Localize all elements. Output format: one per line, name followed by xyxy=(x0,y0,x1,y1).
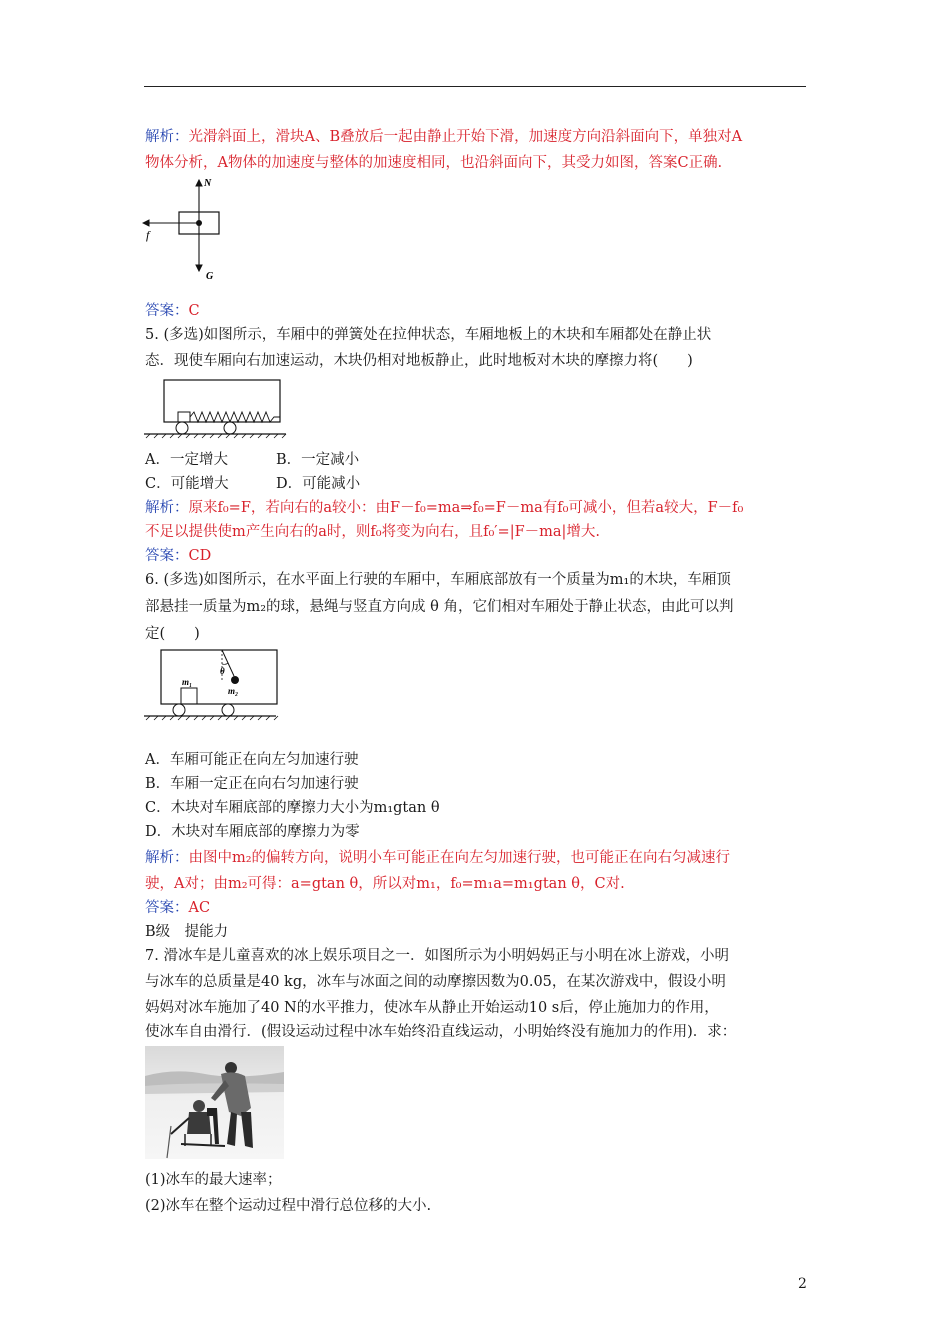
q5-stem-line2: 态．现使车厢向右加速运动，木块仍相对地板静止，此时地板对木块的摩擦力将( ) xyxy=(145,353,693,369)
q6-figure xyxy=(144,648,294,723)
q5-options-row2: C．可能增大 D．可能减小 xyxy=(145,476,361,492)
q6-label-m2: m₂ xyxy=(228,686,239,696)
q6-block xyxy=(181,688,197,704)
q5-options-row1: A．一定增大 B．一定减小 xyxy=(145,452,360,468)
q7-sub1: (1)冰车的最大速率； xyxy=(145,1172,282,1188)
q5-carriage xyxy=(164,380,280,422)
q5-figure xyxy=(144,378,294,438)
q7-stem-line1: 7. 滑冰车是儿童喜欢的冰上娱乐项目之一．如图所示为小明妈妈正与小明在冰上游戏，小明 xyxy=(145,948,729,964)
q6-carriage xyxy=(161,650,277,704)
q7-stem-line2: 与冰车的总质量是40 kg，冰车与冰面之间的动摩擦因数为0.05，在某次游戏中，假设小明 xyxy=(145,974,726,990)
q4-analysis-line2: 物体分析，A物体的加速度与整体的加速度相同，也沿斜面向下，其受力如图，答案C正确. xyxy=(145,155,723,171)
q6-option-d: D．木块对车厢底部的摩擦力为零 xyxy=(145,824,360,840)
q6-analysis-line2: 驶，A对；由m₂可得：a=gtan θ，所以对m₁，f₀=m₁a=m₁gtan θ，C对. xyxy=(145,876,625,892)
q6-wheel-right xyxy=(222,704,234,716)
q5-analysis-line1: 解析：原来f₀=F，若向右的a较小：由F－f₀=ma⇒f₀=F－ma有f₀可减小，但若a较大，F－f₀ xyxy=(145,500,744,516)
q4-label-f: f xyxy=(146,228,150,242)
q7-ice-sled-photo xyxy=(145,1046,284,1159)
q6-stem-line1: 6. (多选)如图所示，在水平面上行驶的车厢中，车厢底部放有一个质量为m₁的木块，车厢顶 xyxy=(145,572,731,588)
q4-label-g: G xyxy=(206,271,214,282)
q4-answer: 答案：C xyxy=(145,303,200,319)
section-title: B级 提能力 xyxy=(145,924,229,940)
q5-wheel-left xyxy=(176,422,188,434)
q5-spring xyxy=(190,412,280,422)
page-number: 2 xyxy=(798,1276,807,1292)
q5-analysis-line2: 不足以提供使m产生向右的a时，则f₀将变为向右，且f₀′=|F－ma|增大. xyxy=(145,524,601,540)
q4-analysis-line1: 解析：光滑斜面上，滑块A、B叠放后一起由静止开始下滑，加速度方向沿斜面向下，单独对A xyxy=(145,129,743,145)
q5-stem-line1: 5. (多选)如图所示，车厢中的弹簧处在拉伸状态，车厢地板上的木块和车厢都处在静止状 xyxy=(145,327,712,343)
header-rule xyxy=(144,86,806,87)
q5-ground-hatch xyxy=(146,434,286,438)
q6-stem-line2: 部悬挂一质量为m₂的球，悬绳与竖直方向成 θ 角，它们相对车厢处于静止状态，由此可以判 xyxy=(145,599,734,615)
q6-label-m1: m₁ xyxy=(182,677,193,687)
q5-answer: 答案：CD xyxy=(145,548,212,564)
q5-block xyxy=(178,412,190,422)
q6-stem-line3: 定( ) xyxy=(145,626,200,642)
q4-force-diagram xyxy=(140,174,240,284)
q6-angle-arc xyxy=(222,663,228,664)
q6-wheel-left xyxy=(173,704,185,716)
q6-label-theta: θ xyxy=(220,666,225,676)
q5-wheel-right xyxy=(224,422,236,434)
q4-analysis-label: 解析： xyxy=(145,129,189,145)
q6-answer: 答案：AC xyxy=(145,900,211,916)
q6-option-b: B．车厢一定正在向右匀加速行驶 xyxy=(145,776,359,792)
q6-option-c: C．木块对车厢底部的摩擦力大小为m₁gtan θ xyxy=(145,800,440,816)
q4-center-dot xyxy=(196,220,202,226)
q7-stem-line4: 使冰车自由滑行．(假设运动过程中冰车始终沿直线运动，小明始终没有施加力的作用)．求： xyxy=(145,1024,737,1040)
q4-label-n: N xyxy=(204,178,212,189)
q7-stem-line3: 妈妈对冰车施加了40 N的水平推力，使冰车从静止开始运动10 s后，停止施加力的作用， xyxy=(145,1000,719,1016)
q7-sub2: (2)冰车在整个运动过程中滑行总位移的大小. xyxy=(145,1198,432,1214)
q6-analysis-line1: 解析：由图中m₂的偏转方向，说明小车可能正在向左匀加速行驶，也可能正在向右匀减速行 xyxy=(145,850,731,866)
q6-option-a: A．车厢可能正在向左匀加速行驶 xyxy=(145,752,359,768)
q6-ball xyxy=(231,676,239,684)
